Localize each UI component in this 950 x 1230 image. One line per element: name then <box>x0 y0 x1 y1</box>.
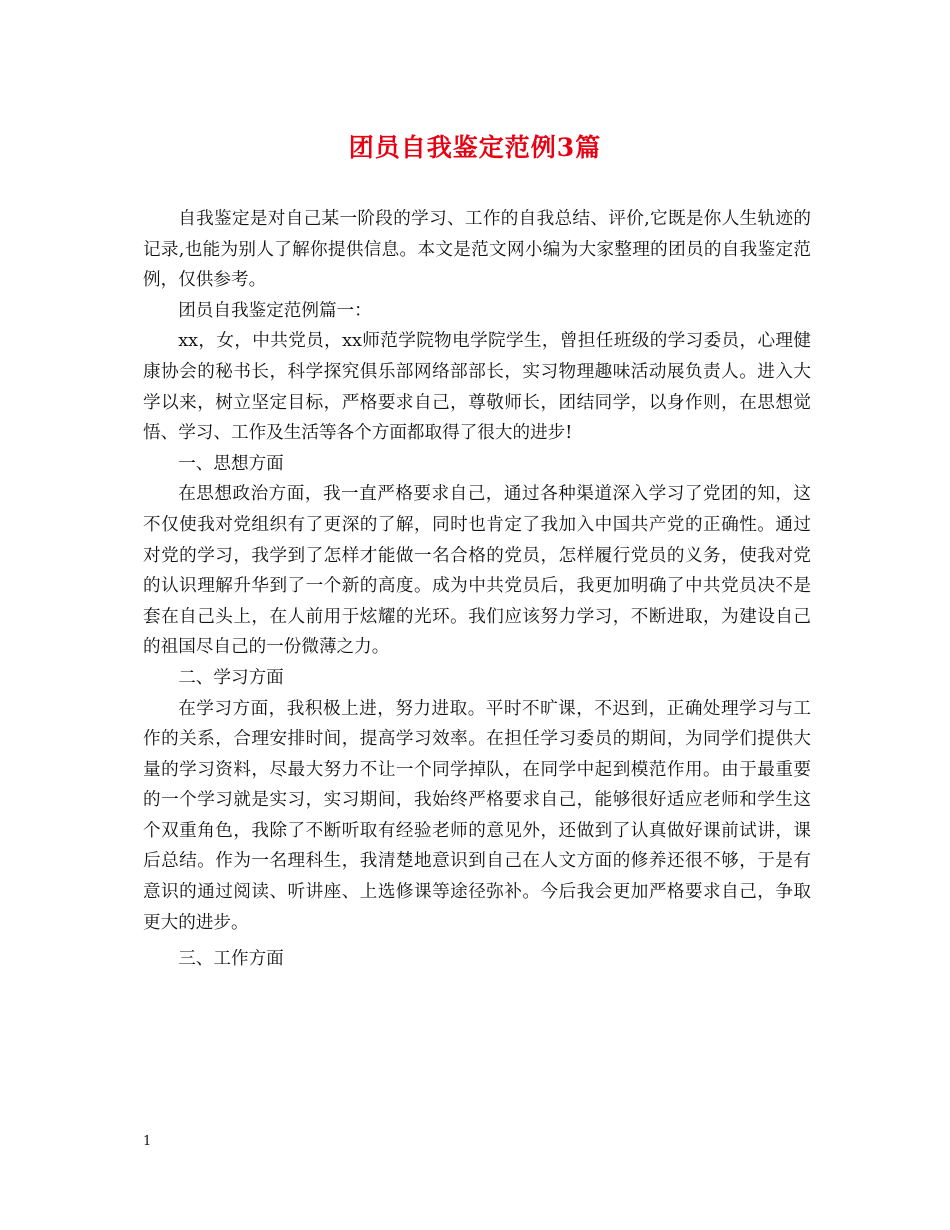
intro-paragraph: 自我鉴定是对自己某一阶段的学习、工作的自我总结、评价,它既是你人生轨迹的记录,也能为别人了解你提供信息。本文是范文网小编为大家整理的团员的自我鉴定范例，仅供参考。 <box>143 209 811 291</box>
section-label: 团员自我鉴定范例篇一： <box>178 300 372 321</box>
thought-paragraph: 在思想政治方面，我一直严格要求自己，通过各种渠道深入学习了党团的知，这不仅使我对党组织有了更深的了解，同时也肯定了我加入中国共产党的正确性。通过对党的学习，我学到了怎样才能做一名合格的党员，怎样履行党员的义务，使我对党的认识理解升华到了一个新的高度。成为中共党员后，我更加明确了中共党员决不是套在自己头上，在人前用于炫耀的光环。我们应该努力学习，不断进取，为建设自己的祖国尽自己的一份微薄之力。 <box>143 484 811 658</box>
document-body <box>143 204 811 975</box>
profile-paragraph: xx，女，中共党员，xx师范学院物电学院学生，曾担任班级的学习委员，心理健康协会的秘书长，科学探究俱乐部网络部部长，实习物理趣味活动展负责人。进入大学以来，树立坚定目标，严格要求自己，尊敬师长，团结同学，以身作则，在思想觉悟、学习、工作及生活等各个方面都取得了很大的进步! <box>143 331 811 444</box>
study-paragraph: 在学习方面，我积极上进，努力进取。平时不旷课，不迟到，正确处理学习与工作的关系，合理安排时间，提高学习效率。在担任学习委员的期间，为同学们提供大量的学习资料，尽最大努力不让一个同学掉队，在同学中起到模范作用。由于最重要的一个学习就是实习，实习期间，我始终严格要求自己，能够很好适应老师和学生这个双重角色，我除了不断听取有经验老师的意见外，还做到了认真做好课前试讲，课后总结。作为一名理科生，我清楚地意识到自己在人文方面的修养还很不够，于是有意识的通过阅读、听讲座、上选修课等途径弥补。今后我会更加严格要求自己，争取更大的进步。 <box>143 698 811 933</box>
heading-thought: 一、思想方面 <box>178 453 284 474</box>
heading-work: 三、工作方面 <box>178 949 284 970</box>
document-title: 团员自我鉴定范例3篇 <box>348 133 602 162</box>
page-number: 1 <box>143 1134 152 1149</box>
heading-study: 二、学习方面 <box>178 667 284 688</box>
